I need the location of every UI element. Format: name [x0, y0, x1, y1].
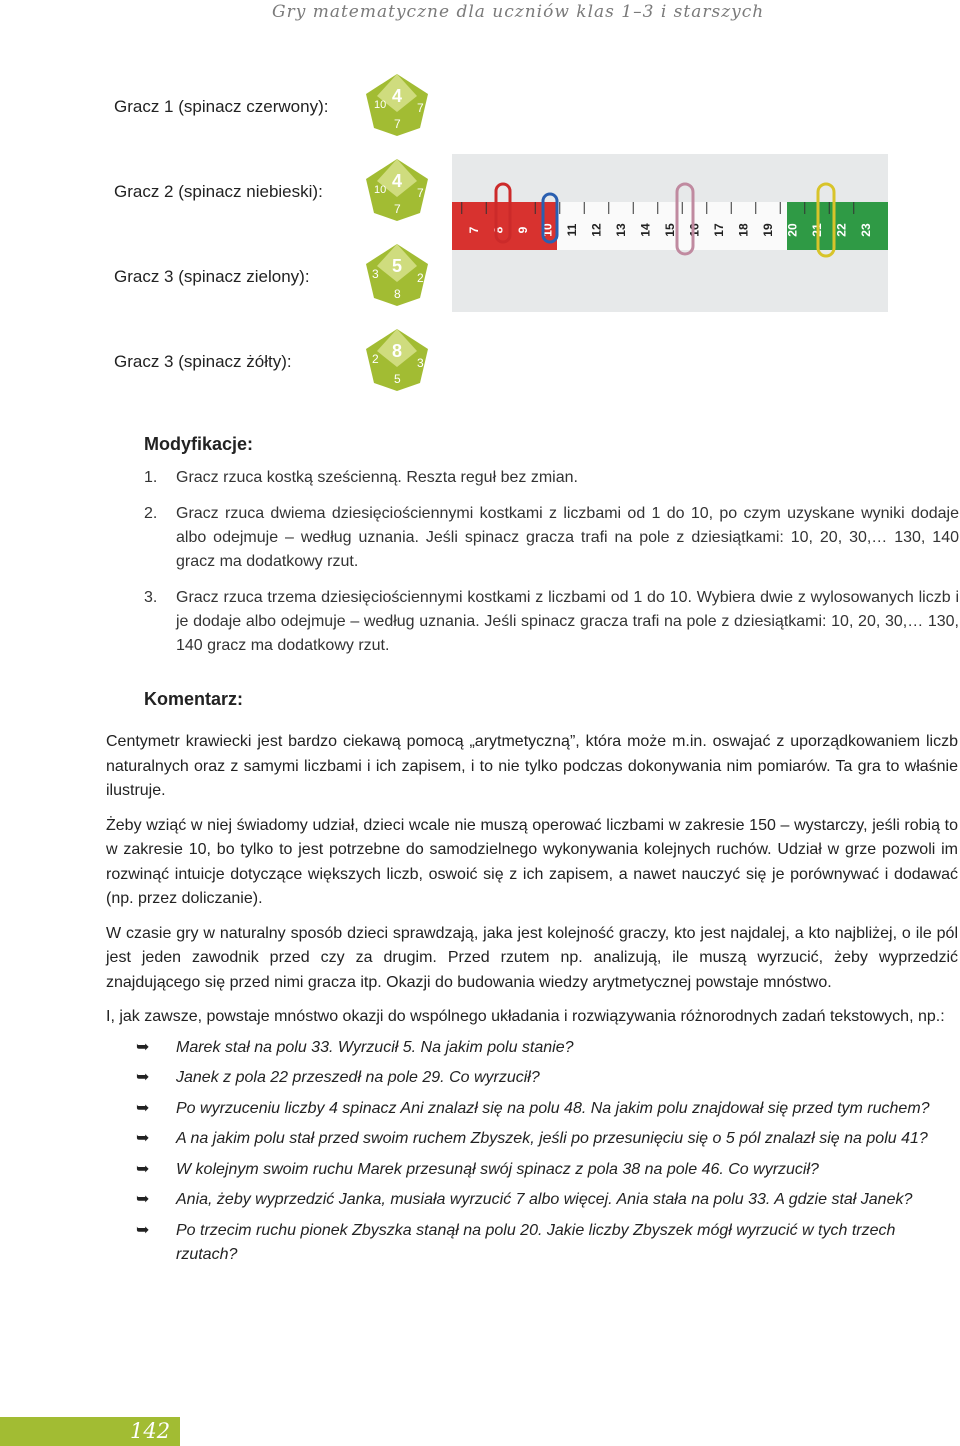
arrow-bullet-icon: ➥ — [136, 1069, 150, 1086]
svg-text:3: 3 — [372, 267, 379, 281]
tape-number: 9 — [516, 226, 530, 234]
measuring-tape-photo — [452, 154, 888, 312]
player-2-label: Gracz 2 (spinacz niebieski): — [114, 182, 323, 201]
paragraph: Centymetr krawiecki jest bardzo ciekawą pomocą „arytmetyczną”, która może m.in. oswajać z uporządkowaniem liczb naturalnych oraz z samymi liczbami i ich zapisem, i to nie tylko podczas dokonywania nim pomiarów. Ta gra to właśnie ilustruje. — [106, 733, 958, 799]
list-item: ➥ W kolejnym swoim ruchu Marek przesunął swój spinacz z pola 38 na pole 46. Co wyrzucił? — [106, 1158, 958, 1183]
svg-text:5: 5 — [391, 256, 403, 276]
ten-sided-die-icon — [362, 242, 432, 308]
page-number: 142 — [130, 1419, 171, 1443]
comment-heading: Komentarz: — [144, 689, 244, 709]
svg-text:2: 2 — [372, 352, 379, 366]
tape-number: 15 — [663, 223, 677, 237]
list-item: 1. Gracz rzuca kostką sześcienną. Reszta reguł bez zmian. — [144, 469, 578, 486]
paragraph: I, jak zawsze, powstaje mnóstwo okazji do wspólnego układania i rozwiązywania różnorodnych zadań tekstowych, np.: — [106, 1008, 945, 1025]
tape-number: 12 — [589, 223, 604, 237]
tape-number: 14 — [638, 223, 653, 237]
svg-text:2: 2 — [417, 271, 424, 285]
svg-text:5: 5 — [394, 372, 401, 386]
list-item: 3. Gracz rzuca trzema dziesięciościennymi kostkami z liczbami od 1 do 10. Wybiera dwie z wylosowanych liczb i je dodaje albo odejmuje – według uznania. Jeśli spinacz gracza trafi na pole z dziesiątkami: 10, 20, 30,… 130, 140 gracz ma dodatkowy rzut. — [144, 589, 959, 654]
ten-sided-die-icon — [362, 157, 432, 223]
svg-text:4: 4 — [391, 171, 403, 191]
list-item: ➥ Janek z pola 22 przeszedł na pole 29. Co wyrzucił? — [106, 1066, 958, 1091]
comment-body — [106, 730, 958, 1274]
modifications-list — [144, 466, 959, 662]
tape-number: 23 — [859, 223, 873, 237]
player-1-label: Gracz 1 (spinacz czerwony): — [114, 97, 329, 116]
svg-text:4: 4 — [391, 86, 403, 106]
tape-number: 16 — [687, 223, 702, 237]
paragraph: Żeby wziąć w niej świadomy udział, dzieci wcale nie muszą operować liczbami w zakresie 150 – wystarczy, jeśli robią to w zakresie 10, bo tylko to jest potrzebne do samodzielnego wykonywania kolejnych ruchów. Udział w grze pozwoli im rozwinąć intuicje dotyczące większych liczb, oswoić się z ich zapisem, a nawet nauczyć się je porównywać i dodawać (np. przez doliczanie). — [106, 816, 958, 907]
tape-number: 8 — [491, 226, 506, 234]
player-3-label: Gracz 3 (spinacz zielony): — [114, 267, 310, 286]
svg-text:10: 10 — [374, 184, 387, 196]
player-4-label: Gracz 3 (spinacz żółty): — [114, 352, 292, 371]
tape-number: 19 — [761, 223, 775, 237]
arrow-bullet-icon: ➥ — [136, 1221, 150, 1239]
svg-text:7: 7 — [394, 117, 401, 131]
list-item: 2. Gracz rzuca dwiema dziesięciościennymi kostkami z liczbami od 1 do 10, po czym uzyskane wyniki dodaje albo odejmuje – według uznania. Jeśli spinacz gracza trafi na pole z dziesiątkami: 10, 20, 30,… 130, 140 gracz ma dodatkowy rzut. — [144, 505, 959, 570]
paragraph: W czasie gry w naturalny sposób dzieci sprawdzają, jaka jest kolejność graczy, kto jest najdalej, a kto najbliżej, o ile pól jest jeden zawodnik przed czy za drugim. Przed rzutem np. analizują, ile muszą wyrzucić, żeby wyprzedzić znajdującego się przed nimi gracza itp. Okazji do budowania wiedzy arytmetycznej powstaje mnóstwo. — [106, 924, 958, 991]
list-item: ➥ Ania, żeby wyprzedzić Janka, musiała wyrzucić 7 albo więcej. Ania stała na polu 33. A gdzie stał Janek? — [106, 1188, 958, 1213]
running-header: Gry matematyczne dla uczniów klas 1–3 i starszych — [272, 2, 765, 22]
svg-text:7: 7 — [417, 186, 424, 200]
tape-number: 10 — [540, 223, 555, 237]
list-item: ➥ Marek stał na polu 33. Wyrzucił 5. Na jakim polu stanie? — [106, 1036, 958, 1061]
tape-number: 13 — [614, 223, 628, 237]
arrow-bullet-icon: ➥ — [136, 1038, 150, 1056]
arrow-bullet-icon: ➥ — [136, 1191, 150, 1208]
svg-text:3: 3 — [417, 356, 424, 370]
arrow-bullet-icon: ➥ — [136, 1160, 150, 1178]
svg-text:7: 7 — [417, 101, 424, 115]
arrow-bullet-icon: ➥ — [136, 1130, 150, 1147]
tape-number: 18 — [736, 223, 751, 237]
tape-number: 7 — [467, 226, 481, 234]
list-item: ➥ Po trzecim ruchu pionek Zbyszka stanął na polu 20. Jakie liczby Zbyszek mógł wyrzucić w tych trzech rzutach? — [106, 1219, 958, 1268]
list-item: ➥ Po wyrzuceniu liczby 4 spinacz Ani znalazł się na polu 48. Na jakim polu znajdował się przed tym ruchem? — [106, 1097, 958, 1122]
tape-number: 11 — [565, 223, 579, 237]
tape-number: 22 — [834, 223, 849, 237]
ten-sided-die-icon — [362, 72, 432, 138]
list-item: ➥ A na jakim polu stał przed swoim ruchem Zbyszek, jeśli po przesunięciu się o 5 pól znalazł się na polu 41? — [106, 1127, 958, 1152]
svg-text:8: 8 — [394, 287, 401, 301]
tape-number: 17 — [712, 223, 726, 237]
svg-text:7: 7 — [394, 202, 401, 216]
ten-sided-die-icon — [362, 327, 432, 393]
arrow-bullet-icon: ➥ — [136, 1099, 150, 1117]
svg-text:10: 10 — [374, 99, 387, 111]
tape-number: 21 — [810, 223, 824, 237]
task-list — [106, 1036, 958, 1268]
modifications-heading: Modyfikacje: — [144, 434, 254, 454]
tape-number: 20 — [785, 223, 800, 237]
svg-text:8: 8 — [391, 341, 403, 361]
